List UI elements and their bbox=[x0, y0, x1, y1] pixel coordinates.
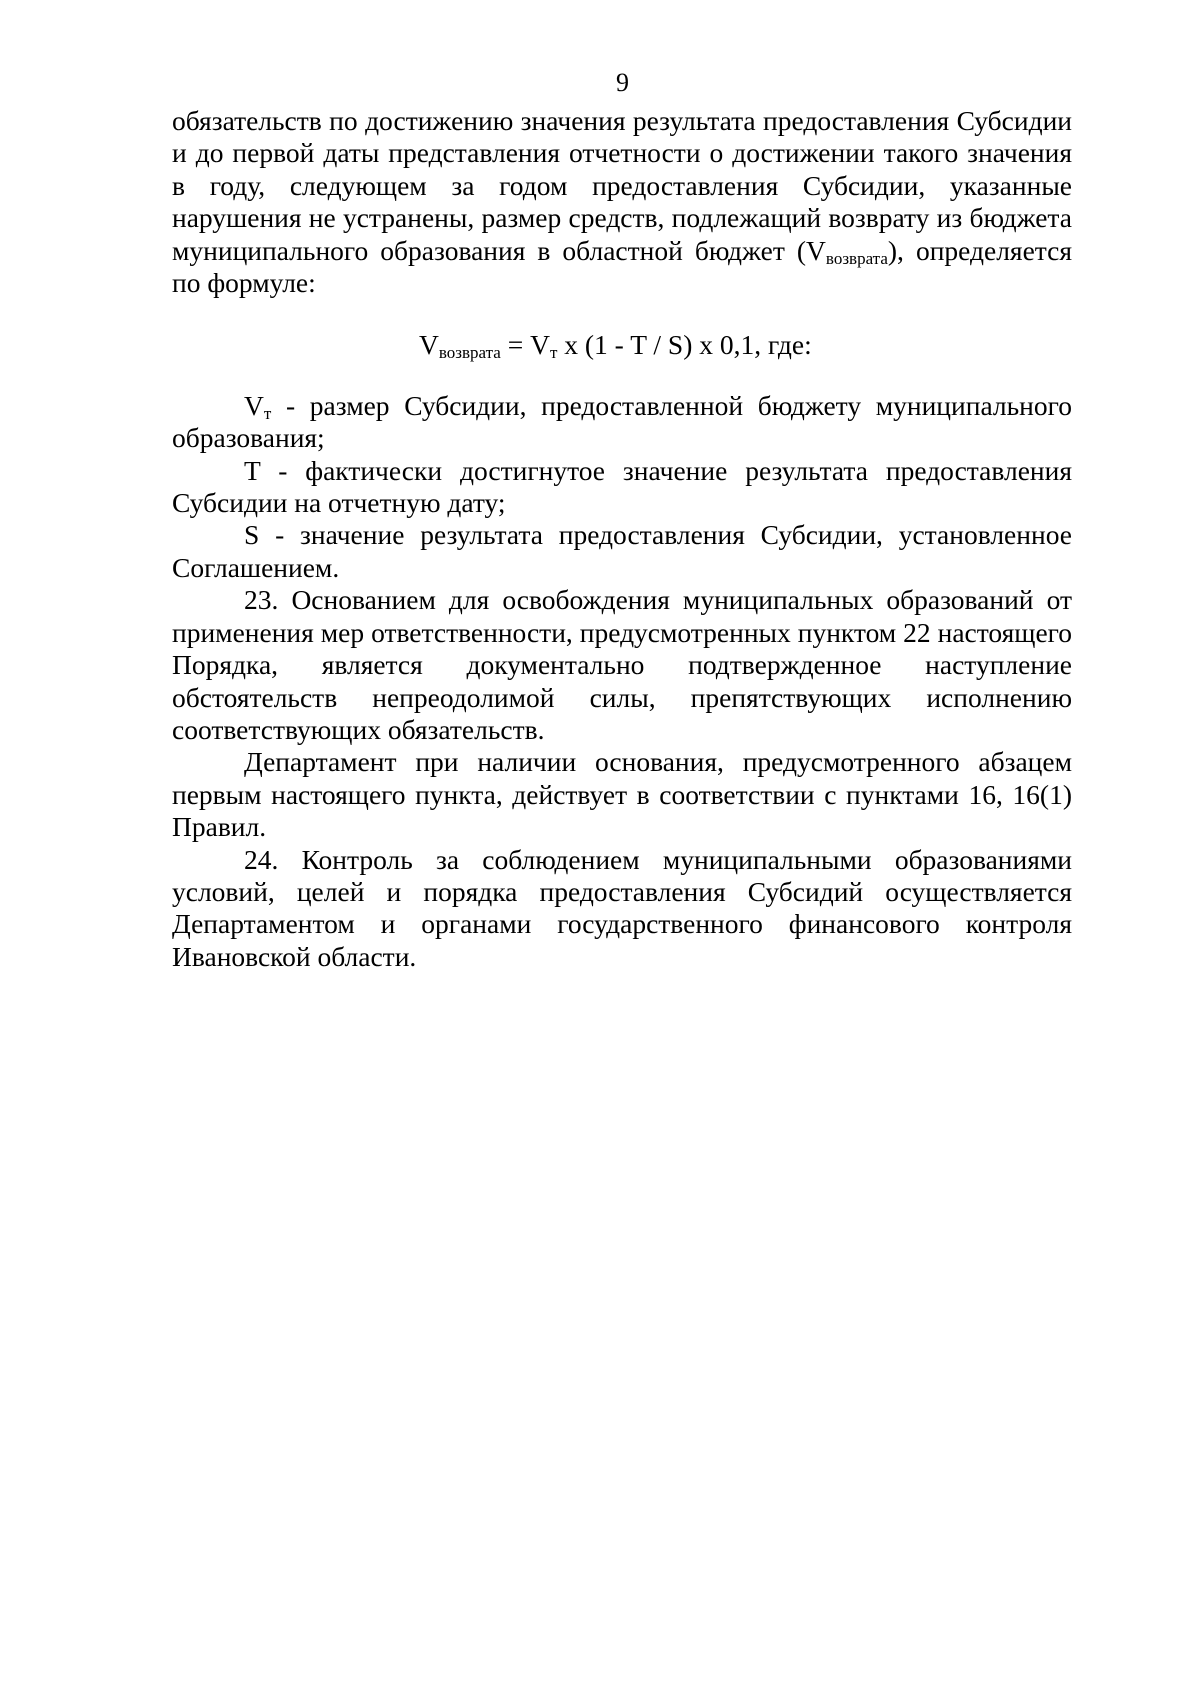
definition-text: - размер Субсидии, предоставленной бюджету муниципального образования; bbox=[172, 389, 1072, 454]
paragraph-tail: ), определяется по формуле: bbox=[172, 234, 1072, 299]
definition-symbol: V bbox=[244, 389, 264, 421]
subscript: возврата bbox=[825, 248, 888, 268]
definition-subscript: т bbox=[263, 403, 272, 423]
formula-lhs-subscript: возврата bbox=[438, 343, 501, 363]
definition-t: T - фактически достигнутое значение результата предоставления Субсидии на отчетную дату; bbox=[172, 454, 1072, 519]
paragraph-text: обязательств по достижению значения результата предоставления Субсидии и до первой даты представления отчетности о достижении такого значения в году, следующем за годом предоставления Субсидии, указанные нарушения не устранены, размер средств, подлежащий возврату из бюджета муниципального образования в областной бюджет (V bbox=[172, 105, 1072, 266]
document-body bbox=[172, 105, 1072, 973]
formula-vt-subscript: т bbox=[549, 343, 558, 363]
formula-rhs: x (1 - T / S) x 0,1, где: bbox=[557, 329, 812, 361]
page-number: 9 bbox=[616, 68, 629, 97]
definition-s: S - значение результата предоставления Субсидии, установленное Соглашением. bbox=[172, 519, 1072, 583]
formula bbox=[172, 329, 1072, 361]
formula-eq: = V bbox=[500, 329, 550, 361]
paragraph-continuation bbox=[172, 105, 1072, 299]
paragraph-24: 24. Контроль за соблюдением муниципальными образованиями условий, целей и порядка предоставления Субсидий осуществляется Департаментом и органами государственного финансового контроля Ивановской области. bbox=[172, 843, 1072, 972]
paragraph-23: 23. Основанием для освобождения муниципальных образований от применения мер ответственности, предусмотренных пунктом 22 настоящего Порядка, является документально подтвержденное наступление обстоятельств непреодолимой силы, препятствующих исполнению соответствующих обязательств. bbox=[172, 584, 1072, 745]
definition-vt bbox=[172, 390, 1072, 455]
formula-lhs: V bbox=[419, 329, 439, 361]
paragraph-23-department: Департамент при наличии основания, предусмотренного абзацем первым настоящего пункта, действует в соответствии с пунктами 16, 16(1) Правил. bbox=[172, 746, 1072, 843]
